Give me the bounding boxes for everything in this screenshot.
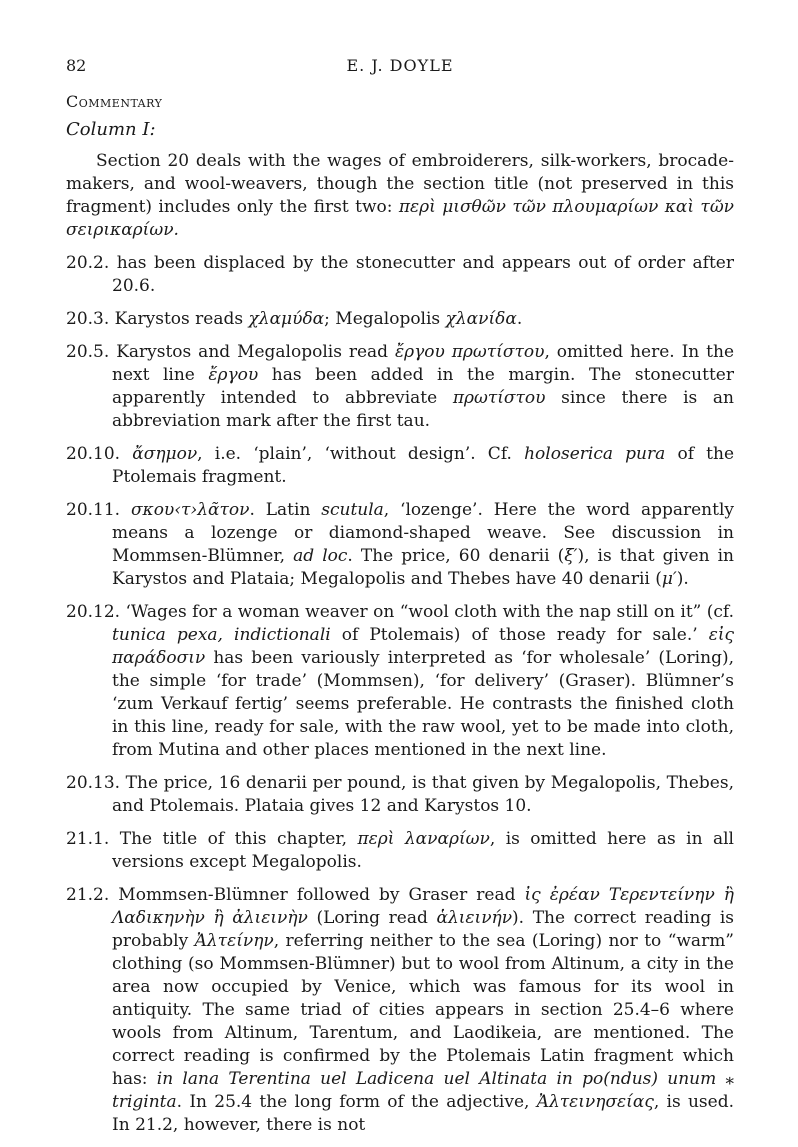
text-run: ‘Wages for a woman weaver on “wool cloth with the nap still on it” (cf. bbox=[125, 602, 734, 622]
commentary-entry bbox=[66, 308, 734, 331]
latin-text: ad loc bbox=[293, 546, 348, 566]
entry-label: 20.5. bbox=[66, 342, 110, 362]
latin-text: scutula bbox=[321, 500, 384, 520]
text-run: , i.e. ‘plain’, ‘without design’. Cf. bbox=[197, 444, 525, 464]
commentary-entry bbox=[66, 341, 734, 433]
greek-text: μ′ bbox=[661, 569, 677, 589]
text-run: , is omitted here as in all versions except Megalopolis. bbox=[112, 829, 734, 872]
greek-text: πρωτίστου bbox=[452, 388, 546, 408]
text-run: of the Ptolemais fragment. bbox=[112, 444, 735, 487]
greek-text: ἁλιεινήν bbox=[436, 908, 513, 928]
commentary-entry bbox=[66, 828, 734, 874]
commentary-entry bbox=[66, 499, 734, 591]
greek-text: ἄσημον bbox=[132, 444, 198, 464]
intro-paragraph bbox=[66, 150, 734, 242]
greek-text: ἰς ἐρέαν Τερεντείνην ἢ Λαδικηνὴν ἢ ἀλιεινὴν bbox=[112, 885, 734, 928]
text-run: , is used. In 21.2, however, there is not bbox=[112, 1092, 734, 1135]
text-run: ). bbox=[676, 569, 689, 589]
text-run: has been displaced by the stonecutter and appears out of order after 20.6. bbox=[112, 253, 734, 296]
running-author: E. J. DOYLE bbox=[346, 56, 454, 75]
text-run: . bbox=[516, 309, 523, 329]
commentary-entry bbox=[66, 443, 734, 489]
text-run: , referring neither to the sea (Loring) nor to “warm” clothing (so Mommsen-Blümner) but to wool from Altinum, a city in the area now occupied by Venice, which was famous for its wool in antiquity. The same triad of cities appears in section 25.4–6 where wools from Altinum, Tarentum, and Laodikeia, are mentioned. The correct reading is confirmed by the Ptolemais Latin fragment which has: bbox=[112, 931, 735, 1089]
greek-text: ἔργου πρωτίστου bbox=[394, 342, 545, 362]
entry-label: 20.12. bbox=[66, 602, 121, 622]
greek-text: χλανίδα bbox=[445, 309, 517, 329]
column-title: Column I: bbox=[66, 119, 156, 140]
text-run: (Loring read bbox=[307, 908, 437, 928]
text-run: Karystos and Megalopolis read bbox=[116, 342, 395, 362]
greek-text: ἔργου bbox=[208, 365, 259, 385]
text-run: The price, 16 denarii per pound, is that given by Megalopolis, Thebes, and Ptolemais. Plataia gives 12 and Karystos 10. bbox=[112, 773, 734, 816]
text-run: , omitted here. In the next line bbox=[112, 342, 735, 385]
commentary-entry bbox=[66, 772, 734, 818]
commentary-entry bbox=[66, 601, 734, 762]
text-run: Karystos reads bbox=[114, 309, 249, 329]
greek-text: εἰς παράδοσιν bbox=[112, 625, 735, 668]
commentary-entry bbox=[66, 884, 734, 1137]
commentary-entry bbox=[66, 252, 734, 298]
entry-label: 20.3. bbox=[66, 309, 110, 329]
text-run: has been added in the margin. The stonecutter apparently intended to abbreviate bbox=[112, 365, 734, 408]
greek-text: χλαμύδα bbox=[248, 309, 325, 329]
running-header bbox=[66, 56, 734, 86]
text-run: . Latin bbox=[249, 500, 322, 520]
text-run: . The price, 60 denarii ( bbox=[347, 546, 565, 566]
entry-label: 20.10. bbox=[66, 444, 121, 464]
greek-text: ξ′ bbox=[564, 546, 578, 566]
greek-text: περὶ λαναρίων bbox=[357, 829, 490, 849]
text-run: since there is an abbreviation mark after the first tau. bbox=[112, 388, 734, 431]
latin-text: holoserica pura bbox=[524, 444, 666, 464]
greek-text: σκου‹τ›λᾶτον bbox=[130, 500, 250, 520]
text-run: , ‘lozenge’. Here the word apparently means a lozenge or diamond-shaped weave. See discussion in Mommsen-Blümner, bbox=[112, 500, 734, 566]
entry-label: 20.13. bbox=[66, 773, 121, 793]
greek-text: Ἀλτείνην bbox=[194, 931, 274, 951]
section-title: Commentary bbox=[66, 92, 163, 111]
entry-label: 21.1. bbox=[66, 829, 110, 849]
greek-text: περὶ μισθῶν τῶν πλουμαρίων καὶ τῶν σειρικαρίων. bbox=[66, 197, 735, 240]
text-run: . In 25.4 the long form of the adjective, bbox=[176, 1092, 537, 1112]
page-number: 82 bbox=[66, 56, 87, 75]
text-run: Mommsen-Blümner followed by Graser read bbox=[118, 885, 525, 905]
text-run: ; Megalopolis bbox=[324, 309, 446, 329]
entry-label: 21.2. bbox=[66, 885, 110, 905]
latin-text: tunica pexa, indictionali bbox=[112, 625, 331, 645]
entry-label: 20.2. bbox=[66, 253, 110, 273]
latin-text: in lana Terentina uel Ladicena uel Altinata in po(ndus) unum ⁎ triginta bbox=[112, 1069, 734, 1112]
text-run: Section 20 deals with the wages of embroiderers, silk-workers, brocade-makers, and wool-weavers, though the section title (not preserved in this fragment) includes only the first two: bbox=[66, 151, 734, 217]
page bbox=[66, 56, 734, 1147]
entry-label: 20.11. bbox=[66, 500, 121, 520]
text-run: ). The correct reading is probably bbox=[112, 908, 734, 951]
text-run: The title of this chapter, bbox=[119, 829, 358, 849]
text-run: ), is that given in Karystos and Plataia; Megalopolis and Thebes have 40 denarii ( bbox=[112, 546, 734, 589]
greek-text: Ἀλτεινησείας bbox=[536, 1092, 654, 1112]
text-run: has been variously interpreted as ‘for wholesale’ (Loring), the simple ‘for trade’ (Mommsen), ‘for delivery’ (Graser). Blümner’s ‘zum Verkauf fertig’ seems preferable. He contrasts the finished cloth in this line, ready for sale, with the raw wool, yet to be made into cloth, from Mutina and other places mentioned in the next line. bbox=[112, 648, 734, 760]
text-run: of Ptolemais) of those ready for sale.’ bbox=[330, 625, 709, 645]
